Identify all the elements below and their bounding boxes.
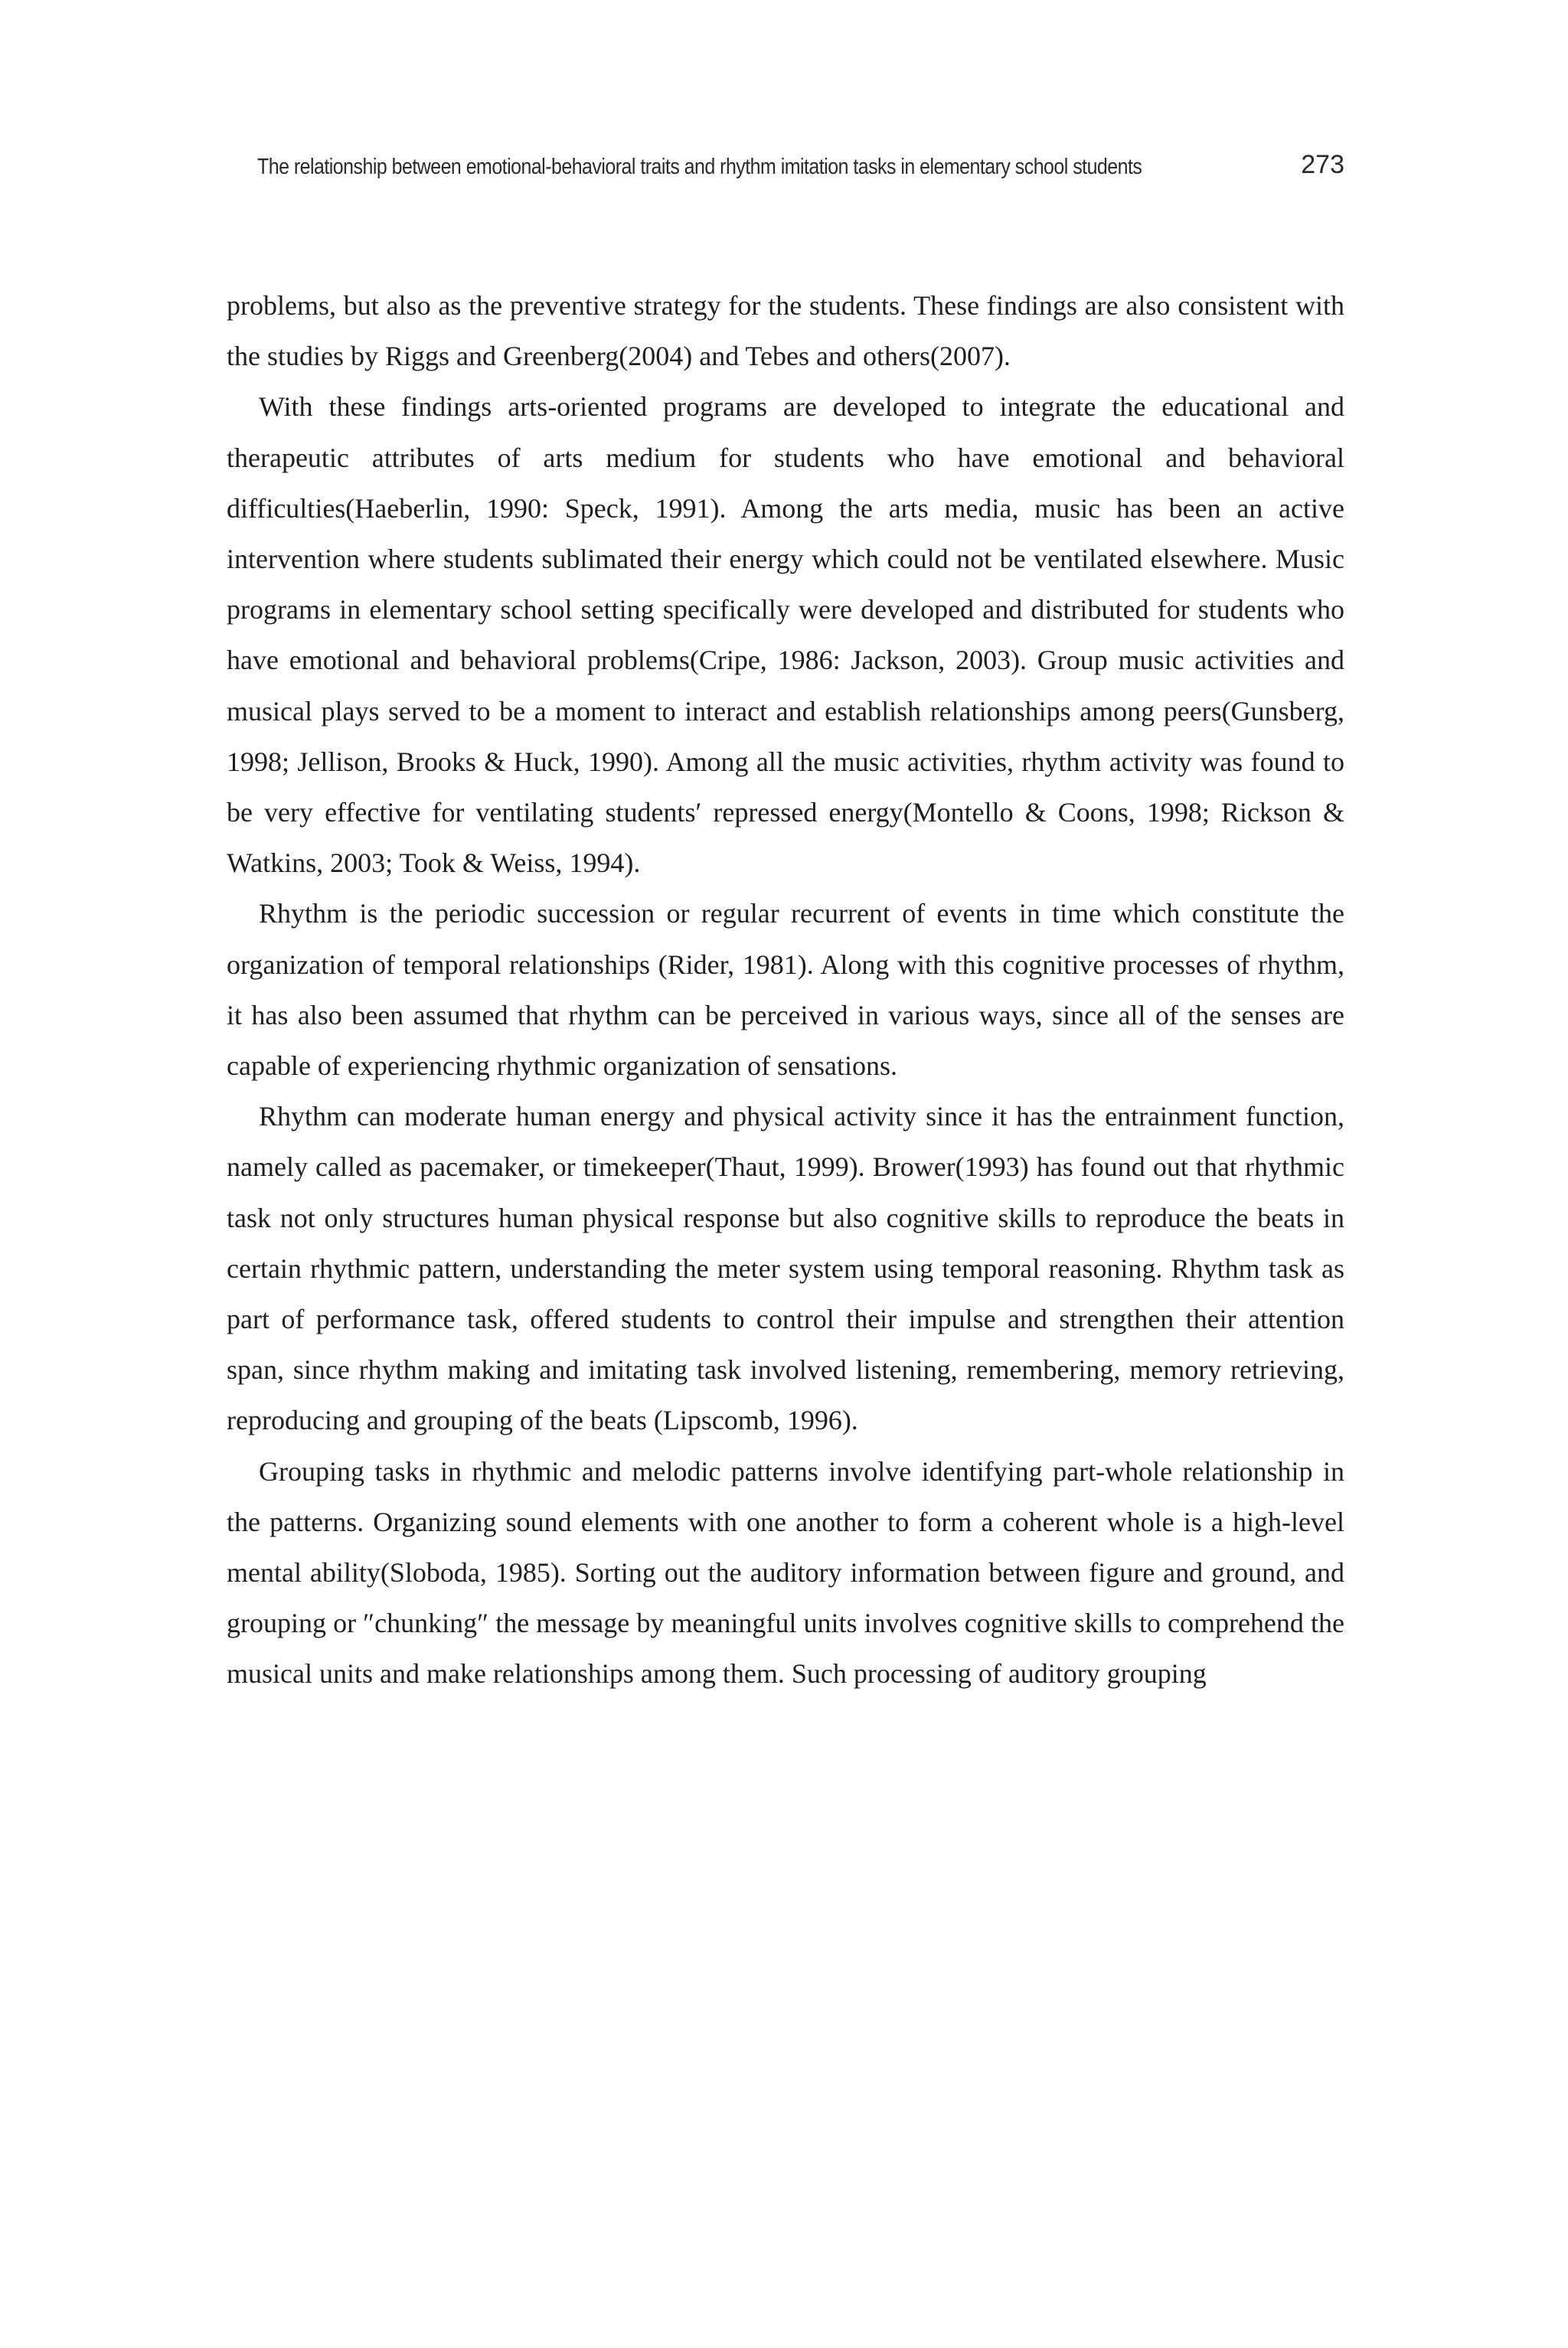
paragraph-rhythm-definition: Rhythm is the periodic succession or regular recurrent of events in time which constitute the organization of temporal relationships (Rider, 1981). Along with this cognitive processes of rhythm, it has also been assumed that rhythm can be perceived in various ways, since all of the senses are capable of experiencing rhythmic organization of sensations. [227,898,1344,1082]
paragraph-continued: problems, but also as the preventive strategy for the students. These findings are also consistent with the studies by Riggs and Greenberg(2004) and Tebes and others(2007). [227,290,1344,372]
paragraph-arts-programs: With these findings arts-oriented programs are developed to integrate the educational and therapeutic attributes of arts medium for students who have emotional and behavioral difficulties(Haeberlin, 1990: Speck, 1991). Among the arts media, music has been an active intervention where students sublimated their energy which could not be ventilated elsewhere. Music programs in elementary school setting specifically were developed and distributed for students who have emotional and behavioral problems(Cripe, 1986: Jackson, 2003). Group music activities and musical plays served to be a moment to interact and establish relationships among peers(Gunsberg, 1998; Jellison, Brooks & Huck, 1990). Among all the music activities, rhythm activity was found to be very effective for ventilating students′ repressed energy(Montello & Coons, 1998; Rickson & Watkins, 2003; Took & Weiss, 1994). [227,391,1344,879]
page-number: 273 [1301,150,1344,179]
running-header [227,150,1344,188]
running-title: The relationship between emotional-behavioral traits and rhythm imitation tasks in elementary school students [257,155,1142,179]
paragraph-rhythm-energy: Rhythm can moderate human energy and physical activity since it has the entrainment function, namely called as pacemaker, or timekeeper(Thaut, 1999). Brower(1993) has found out that rhythmic task not only structures human physical response but also cognitive skills to reproduce the beats in certain rhythmic pattern, understanding the meter system using temporal reasoning. Rhythm task as part of performance task, offered students to control their impulse and strengthen their attention span, since rhythm making and imitating task involved listening, remembering, memory retrieving, reproducing and grouping of the beats (Lipscomb, 1996). [227,1101,1344,1436]
paragraph-grouping-tasks: Grouping tasks in rhythmic and melodic patterns involve identifying part-whole relationship in the patterns. Organizing sound elements with one another to form a coherent whole is a high-level mental ability(Sloboda, 1985). Sorting out the auditory information between figure and ground, and grouping or ″chunking″ the message by meaningful units involves cognitive skills to comprehend the musical units and make relationships among them. Such processing of auditory grouping [227,1455,1344,1690]
body-text [227,280,1344,1700]
